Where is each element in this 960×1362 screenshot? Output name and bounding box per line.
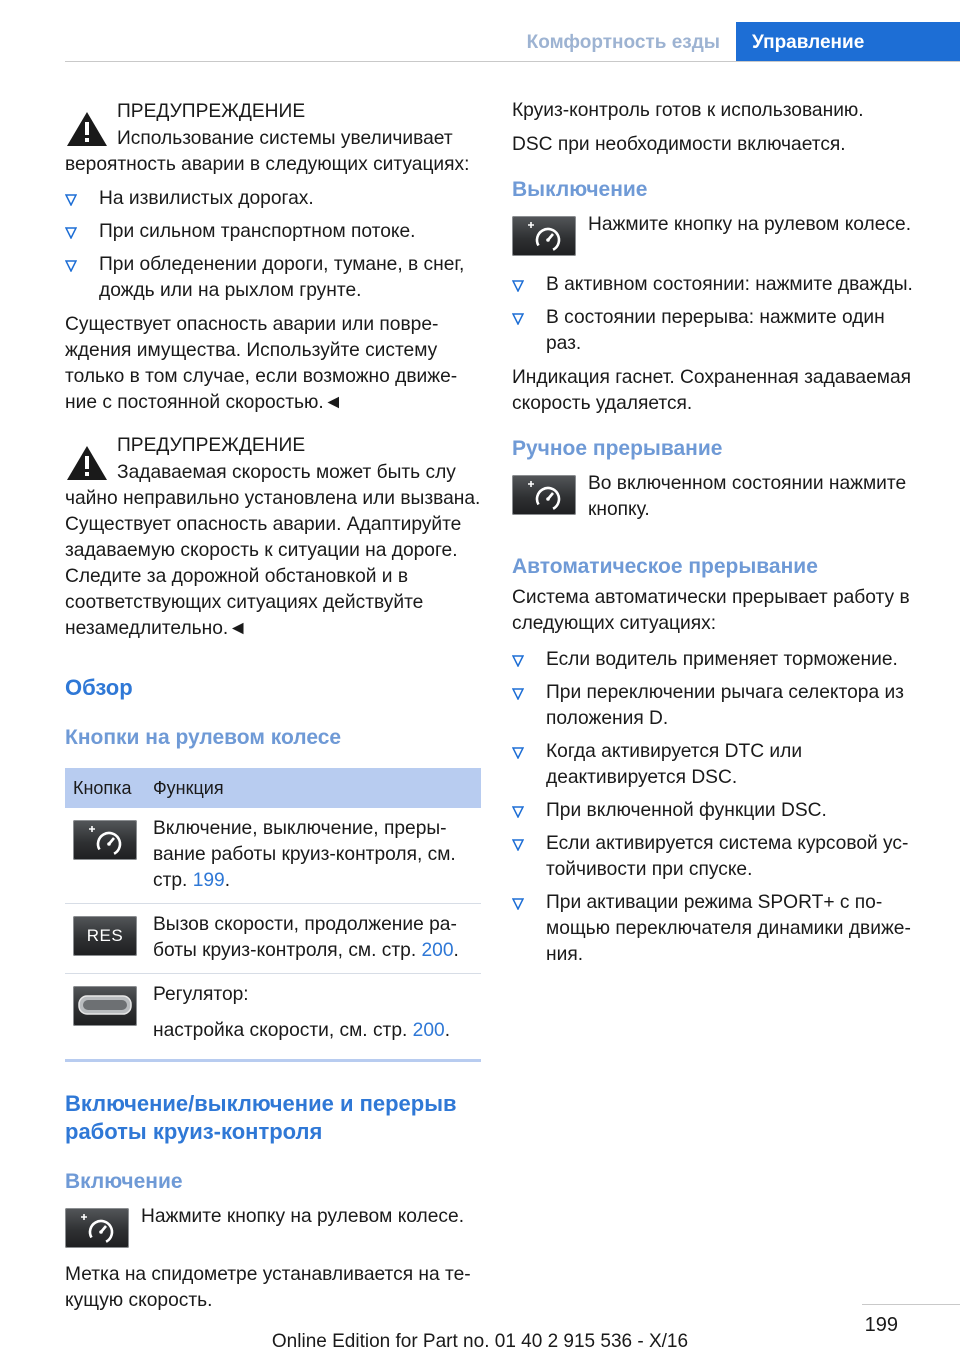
auto-interrupt-text: Система автоматически прерывает работу в следующих ситуациях: [512, 587, 910, 634]
list-item-text: При включенной функции DSC. [546, 800, 827, 821]
left-column [65, 98, 481, 1322]
subheading-manual-interrupt: Ручное прерывание [512, 437, 723, 460]
list-item-text: При активации режима SPORT+ с помощью переключателя динамики движения. [546, 892, 911, 965]
header-section-title: Комфортность езды [526, 32, 720, 53]
res-button-label: RES [86, 926, 124, 945]
page-reference-link[interactable]: 200 [421, 940, 454, 961]
warning-list [65, 186, 481, 304]
header-divider [65, 61, 960, 62]
bullet-triangle-icon [512, 747, 524, 759]
rocker-switch-icon [73, 986, 137, 1026]
list-item [512, 739, 922, 791]
manual-interrupt-instruction [512, 471, 922, 523]
instruction-text: Во включенном состоянии нажмите кнопку. [588, 473, 907, 520]
instruction-text: Нажмите кнопку на рулевом колесе. [141, 1206, 465, 1227]
warning-text: чайно неправильно установлена или вызвана. Существует опасность аварии. Адаптируйте задаваемую скорость к ситуации на дороге. Следите за дорожной обстановкой и в соответствующих ситуациях действуйте незамедлительно.◄ [65, 488, 481, 639]
list-item [512, 831, 922, 883]
list-item [512, 272, 922, 298]
cruise-control-button-icon [73, 820, 137, 860]
function-text: Вызов скорости, продолжение работы круиз-контроля, см. стр. [153, 914, 457, 961]
switch-off-list [512, 272, 922, 357]
function-text: настройка скорости, см. стр. [153, 1020, 413, 1041]
list-item-text: Если водитель применяет торможение. [546, 649, 898, 670]
list-item-text: Если активируется система курсовой устойчивости при спуске. [546, 833, 909, 880]
table-row: RES Вызов скорости, продолжение работы круиз-контроля, см. стр. 200. [65, 904, 481, 974]
subheading-switch-on: Включение [65, 1170, 183, 1193]
warning-consequence: Существует опасность аварии или повреждения имущества. Используйте систему только в том случае, если возможно движение с постоянной скоростью.◄ [65, 314, 458, 413]
subheading-steering-buttons: Кнопки на рулевом колесе [65, 726, 342, 749]
list-item-text: В состоянии перерыва: нажмите один раз. [546, 307, 885, 354]
list-item [512, 680, 922, 732]
list-item-text: На извилистых дорогах. [99, 188, 314, 209]
list-item-text: При обледенении дороги, тумане, в снег, дождь или на рыхлом грунте. [99, 254, 465, 301]
list-item-text: В активном состоянии: нажмите дважды. [546, 274, 913, 295]
table-header-function: Функция [145, 768, 481, 808]
table-header-button: Кнопка [65, 768, 145, 808]
warning-block-1 [65, 98, 481, 152]
warning-block-2 [65, 432, 481, 486]
bullet-triangle-icon [512, 655, 524, 667]
list-item [65, 252, 481, 304]
warning-title: ПРЕДУПРЕЖДЕНИЕ [117, 435, 306, 456]
switch-on-instruction [65, 1204, 481, 1250]
function-text: Регулятор: [153, 984, 249, 1005]
list-item-text: Когда активируется DTC или деактивируется DSC. [546, 741, 803, 788]
list-item [512, 798, 922, 824]
cruise-control-button-icon [512, 216, 576, 256]
list-item [512, 305, 922, 357]
list-item-text: При сильном транспортном потоке. [99, 221, 416, 242]
warning-text: вероятность аварии в следующих ситуациях: [65, 154, 470, 175]
bullet-triangle-icon [512, 280, 524, 292]
instruction-text: Нажмите кнопку на рулевом колесе. [588, 214, 912, 235]
table-row: Регулятор: настройка скорости, см. стр. 200. [65, 974, 481, 1054]
function-text: Включение, выключение, прерывание работы круиз-контроля, см. стр. [153, 818, 456, 891]
ready-text: Круиз-контроль готов к использованию. [512, 100, 864, 121]
speedometer-note: Метка на спидометре устанавливается на текущую скорость. [65, 1264, 471, 1311]
subheading-switch-off: Выключение [512, 178, 648, 201]
page-reference-link[interactable]: 199 [192, 870, 225, 891]
bullet-triangle-icon [65, 260, 77, 272]
cruise-control-button-icon [65, 1208, 129, 1248]
page-reference-link[interactable]: 200 [412, 1020, 445, 1041]
section-heading-onoff: Включение/выключение и перерыв работы круиз-контроля [65, 1091, 457, 1144]
subheading-auto-interrupt: Автоматическое прерывание [512, 555, 818, 578]
buttons-table [65, 768, 481, 1053]
page-number: 199 [864, 1314, 898, 1336]
list-item [512, 647, 922, 673]
list-item [65, 219, 481, 245]
res-button-icon [73, 916, 137, 956]
cruise-control-button-icon [512, 475, 576, 515]
edition-footer: Online Edition for Part no. 01 40 2 915 536 - X/16 [271, 1331, 689, 1352]
bullet-triangle-icon [512, 839, 524, 851]
indicator-off-text: Индикация гаснет. Сохраненная задаваемая скорость удаляется. [512, 367, 912, 414]
bullet-triangle-icon [512, 806, 524, 818]
dsc-text: DSC при необходимости включается. [512, 134, 846, 155]
warning-title: ПРЕДУПРЕЖДЕНИЕ [117, 101, 306, 122]
table-header-row [65, 768, 481, 808]
bullet-triangle-icon [65, 227, 77, 239]
bullet-triangle-icon [512, 898, 524, 910]
warning-text-first: Использование системы увеличивает [117, 128, 453, 149]
table-row: Включение, выключение, прерывание работы круиз-контроля, см. стр. 199. [65, 808, 481, 904]
right-column [512, 98, 922, 976]
list-item [512, 890, 922, 968]
switch-off-instruction [512, 212, 922, 258]
bullet-triangle-icon [65, 194, 77, 206]
table-end-rule [65, 1059, 481, 1062]
list-item-text: При переключении рычага селектора из положения D. [546, 682, 904, 729]
section-heading-overview: Обзор [65, 675, 133, 700]
page-header [0, 22, 960, 62]
list-item [65, 186, 481, 212]
footer-divider [862, 1304, 960, 1305]
warning-triangle-icon [65, 110, 109, 148]
header-current-chapter: Управление [736, 22, 960, 62]
warning-triangle-icon [65, 444, 109, 482]
warning-text-first: Задаваемая скорость может быть слу [117, 462, 456, 483]
auto-interrupt-list [512, 647, 922, 968]
bullet-triangle-icon [512, 313, 524, 325]
bullet-triangle-icon [512, 688, 524, 700]
